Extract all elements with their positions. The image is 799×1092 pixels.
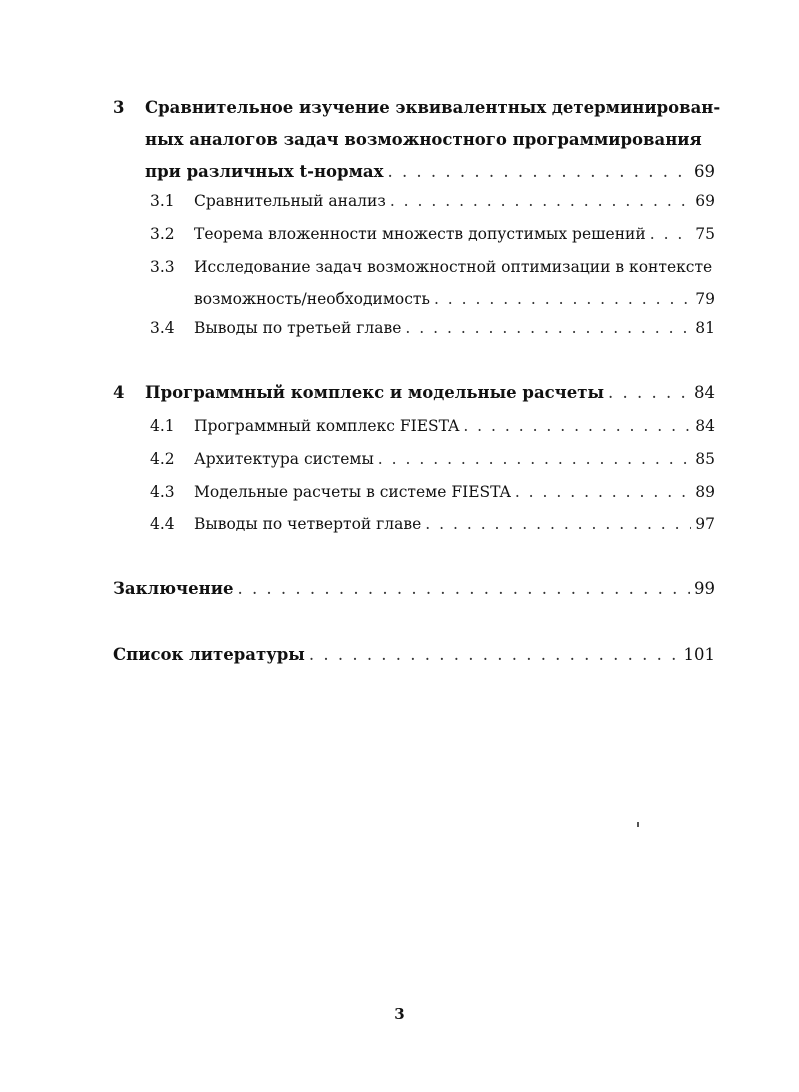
toc-references[interactable]	[113, 639, 715, 671]
page-ref: 84	[695, 417, 715, 435]
page-ref: 85	[695, 450, 715, 468]
section-line	[194, 443, 715, 475]
page-ref: 81	[695, 319, 715, 337]
section-title: Архитектура системы	[194, 450, 374, 468]
section-line	[194, 508, 715, 540]
page-ref: 69	[695, 192, 715, 210]
section-title: Выводы по четвертой главе	[194, 515, 422, 533]
section-line	[194, 410, 715, 442]
page-ref: 79	[695, 290, 715, 308]
entry-title: Заключение	[113, 579, 234, 598]
chapter-number: 3	[113, 98, 125, 117]
section-number: 4.3	[150, 483, 175, 501]
page-ref: 101	[683, 645, 715, 664]
chapter-number: 4	[113, 383, 125, 402]
section-line	[194, 185, 715, 217]
dot-leader	[434, 283, 691, 315]
page-ref: 75	[695, 225, 715, 243]
section-title: Теорема вложенности множеств допустимых решений	[194, 225, 646, 243]
toc-conclusion[interactable]	[113, 573, 715, 605]
section-title: Выводы по третьей главе	[194, 319, 402, 337]
chapter-title-line-1: Сравнительное изучение эквивалентных детерминирован-	[145, 98, 721, 117]
chapter-title-text: Программный комплекс и модельные расчеты	[145, 383, 605, 402]
dot-leader	[463, 410, 691, 442]
section-number: 3.4	[150, 319, 175, 337]
section-number: 3.2	[150, 225, 175, 243]
page-ref: 89	[695, 483, 715, 501]
page-ref: 69	[694, 162, 715, 181]
page-number: 3	[394, 1005, 405, 1023]
section-number: 4.2	[150, 450, 175, 468]
chapter-title-line	[145, 377, 715, 409]
section-number: 3.1	[150, 192, 175, 210]
dot-leader	[387, 156, 690, 188]
section-number: 4.1	[150, 417, 175, 435]
chapter-title-line-2: ных аналогов задач возможностного программирования	[145, 130, 702, 149]
dot-leader	[378, 443, 691, 475]
dot-leader	[425, 508, 691, 540]
chapter-title-line-3	[145, 156, 715, 188]
section-title: Программный комплекс FIESTA	[194, 417, 460, 435]
entry-line	[113, 639, 715, 671]
section-title-line-2: возможность/необходимость	[194, 290, 430, 308]
page-ref: 99	[694, 579, 715, 598]
section-number: 3.3	[150, 258, 175, 276]
page-ref: 84	[694, 383, 715, 402]
dot-leader	[390, 185, 691, 217]
section-title-line-1: Исследование задач возможностной оптимизации в контексте	[194, 258, 713, 276]
dot-leader	[237, 573, 690, 605]
scan-speck	[637, 822, 639, 827]
section-line	[194, 283, 715, 315]
section-line	[194, 312, 715, 344]
entry-line	[113, 573, 715, 605]
dot-leader	[650, 218, 692, 250]
section-number: 4.4	[150, 515, 175, 533]
section-title: Сравнительный анализ	[194, 192, 386, 210]
section-title: Модельные расчеты в системе FIESTA	[194, 483, 511, 501]
dot-leader	[405, 312, 691, 344]
page-ref: 97	[695, 515, 715, 533]
entry-title: Список литературы	[113, 645, 305, 664]
section-line	[194, 476, 715, 508]
dot-leader	[309, 639, 680, 671]
chapter-title-text: при различных t-нормах	[145, 162, 384, 181]
dot-leader	[515, 476, 691, 508]
section-line	[194, 218, 715, 250]
dot-leader	[608, 377, 690, 409]
